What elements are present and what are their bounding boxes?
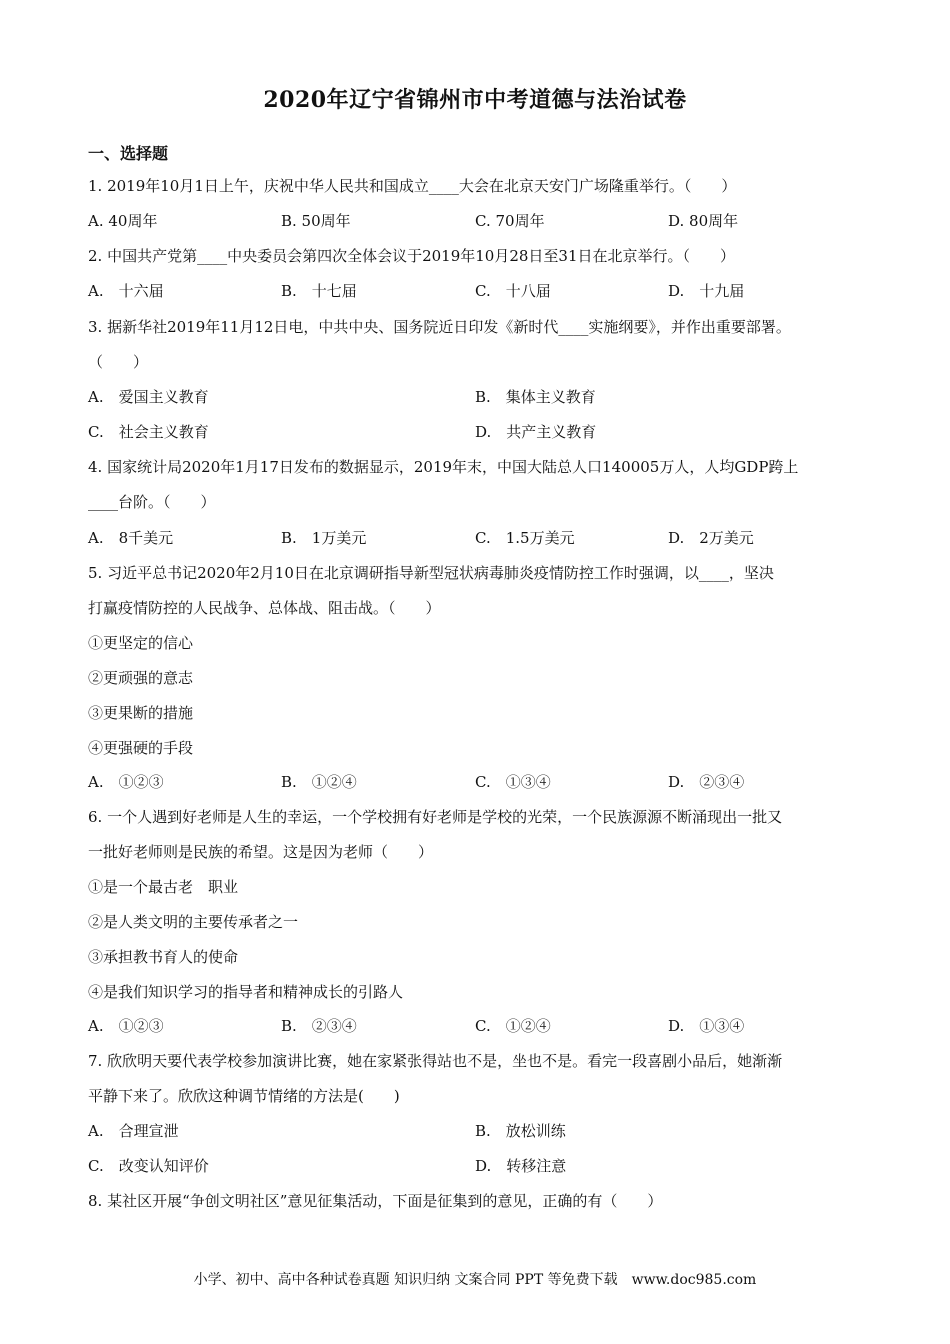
q5-option-a: A. ①②③ bbox=[88, 773, 164, 791]
question-5-stem: 5. 习近平总书记2020年2月10日在北京调研指导新型冠状病毒肺炎疫情防控工作时强调，以____，坚决 bbox=[88, 564, 774, 582]
q6-option-a: A. ①②③ bbox=[88, 1017, 164, 1035]
q2-option-b: B. 十七届 bbox=[281, 282, 357, 300]
question-3-stem-cont: （ ） bbox=[88, 353, 149, 371]
section-heading: 一、选择题 bbox=[88, 144, 169, 163]
q2-option-c: C. 十八届 bbox=[475, 282, 551, 300]
q4-option-c: C. 1.5万美元 bbox=[475, 529, 575, 547]
q5-item-1: ①更坚定的信心 bbox=[88, 634, 194, 652]
q6-option-d: D. ①③④ bbox=[668, 1017, 745, 1035]
q1-option-a: A. 40周年 bbox=[88, 212, 158, 230]
q2-option-a: A. 十六届 bbox=[88, 282, 164, 300]
q6-item-2: ②是人类文明的主要传承者之一 bbox=[88, 913, 299, 931]
q5-item-3: ③更果断的措施 bbox=[88, 704, 194, 722]
question-2-stem: 2. 中国共产党第____中央委员会第四次全体会议于2019年10月28日至31日在北京举行。（ ） bbox=[88, 247, 736, 265]
question-1-stem: 1. 2019年10月1日上午，庆祝中华人民共和国成立____大会在北京天安门广场隆重举行。（ ） bbox=[88, 177, 737, 195]
q6-option-b: B. ②③④ bbox=[281, 1017, 357, 1035]
q1-option-d: D. 80周年 bbox=[668, 212, 739, 230]
page-footer: 小学、初中、高中各种试卷真题 知识归纳 文案合同 PPT 等免费下载 www.doc985.com bbox=[193, 1272, 757, 1288]
q7-option-c: C. 改变认知评价 bbox=[88, 1157, 209, 1175]
q7-option-a: A. 合理宣泄 bbox=[88, 1122, 179, 1140]
q4-option-a: A. 8千美元 bbox=[88, 529, 174, 547]
q2-option-d: D. 十九届 bbox=[668, 282, 745, 300]
q5-option-c: C. ①③④ bbox=[475, 773, 551, 791]
question-3-stem: 3. 据新华社2019年11月12日电，中共中央、国务院近日印发《新时代____实施纲要》，并作出重要部署。 bbox=[88, 318, 791, 336]
q1-option-b: B. 50周年 bbox=[281, 212, 351, 230]
q3-option-b: B. 集体主义教育 bbox=[475, 388, 596, 406]
q3-option-d: D. 共产主义教育 bbox=[475, 423, 597, 441]
question-4-stem: 4. 国家统计局2020年1月17日发布的数据显示，2019年末，中国大陆总人口140005万人，人均GDP跨上 bbox=[88, 458, 799, 476]
q5-option-b: B. ①②④ bbox=[281, 773, 357, 791]
question-7-stem-cont: 平静下来了。欣欣这种调节情绪的方法是( ) bbox=[88, 1087, 400, 1105]
q6-option-c: C. ①②④ bbox=[475, 1017, 551, 1035]
q4-option-b: B. 1万美元 bbox=[281, 529, 367, 547]
question-6-stem-cont: 一批好老师则是民族的希望。这是因为老师（ ） bbox=[88, 843, 434, 861]
q3-option-a: A. 爱国主义教育 bbox=[88, 388, 209, 406]
q5-item-2: ②更顽强的意志 bbox=[88, 669, 194, 687]
q6-item-1: ①是一个最古老 职业 bbox=[88, 878, 239, 896]
question-4-stem-cont: ____台阶。（ ） bbox=[88, 493, 216, 511]
q4-option-d: D. 2万美元 bbox=[668, 529, 754, 547]
q6-item-4: ④是我们知识学习的指导者和精神成长的引路人 bbox=[88, 983, 404, 1001]
question-8-stem: 8. 某社区开展“争创文明社区”意见征集活动，下面是征集到的意见，正确的有（ ） bbox=[88, 1192, 663, 1210]
q5-option-d: D. ②③④ bbox=[668, 773, 745, 791]
q7-option-d: D. 转移注意 bbox=[475, 1157, 567, 1175]
question-6-stem: 6. 一个人遇到好老师是人生的幸运，一个学校拥有好老师是学校的光荣，一个民族源源不断涌现出一批又 bbox=[88, 808, 783, 826]
question-7-stem: 7. 欣欣明天要代表学校参加演讲比赛，她在家紧张得站也不是，坐也不是。看完一段喜剧小品后，她渐渐 bbox=[88, 1052, 783, 1070]
q5-item-4: ④更强硬的手段 bbox=[88, 739, 194, 757]
q7-option-b: B. 放松训练 bbox=[475, 1122, 566, 1140]
q3-option-c: C. 社会主义教育 bbox=[88, 423, 209, 441]
q6-item-3: ③承担教书育人的使命 bbox=[88, 948, 239, 966]
question-5-stem-cont: 打赢疫情防控的人民战争、总体战、阻击战。（ ） bbox=[88, 599, 441, 617]
exam-title: 2020年辽宁省锦州市中考道德与法治试卷 bbox=[263, 87, 687, 113]
q1-option-c: C. 70周年 bbox=[475, 212, 545, 230]
